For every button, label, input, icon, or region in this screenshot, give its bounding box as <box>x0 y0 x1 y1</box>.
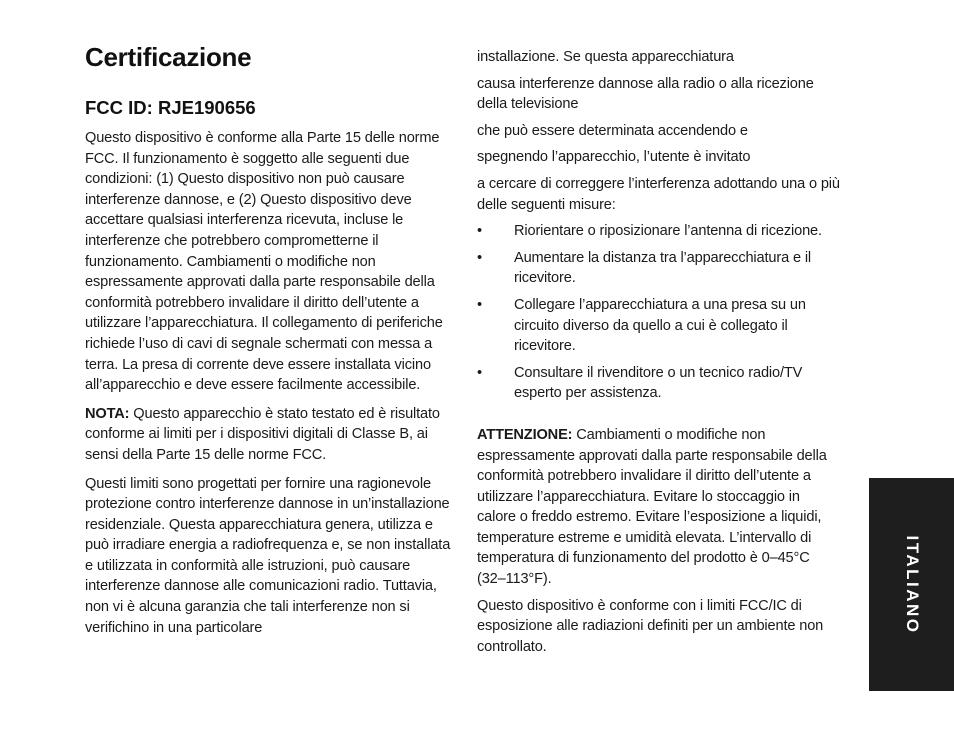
fcc-id-heading: FCC ID: RJE190656 <box>85 97 256 118</box>
limits-paragraph: Questi limiti sono progettati per fornire una ragionevole protezione contro interferenze dannose in un’installazione residenziale. Questa apparecchiatura genera, utilizza e può irradiare energia a radiofrequenza e, se non installata e utilizzata in conformità alle istruzioni, può causare interferenze dannose alle comunicazioni radio. Tuttavia, non vi è alcuna garanzia che tali interferenze non si verifichino in una particolare <box>85 475 451 636</box>
exposure-paragraph: Questo dispositivo è conforme con i limiti FCC/IC di esposizione alle radiazioni definiti per un ambiente non controllato. <box>477 597 824 655</box>
attenzione-label: ATTENZIONE: <box>477 426 573 443</box>
right-paragraph-1: installazione. Se questa apparecchiatura <box>477 49 734 65</box>
right-paragraph-4: spegnendo l’apparecchio, l’utente è invitato <box>477 149 751 166</box>
bullet-icon: • <box>477 223 482 240</box>
bullet-icon: • <box>477 249 482 266</box>
nota-text: Questo apparecchio è stato testato ed è risultato conforme ai limiti per i dispositivi digitali di Classe B, ai sensi della Parte 15 delle norme FCC. <box>85 405 440 463</box>
compliance-paragraph: Questo dispositivo è conforme alla Parte 15 delle norme FCC. Il funzionamento è soggetto alle seguenti due condizioni: (1) Questo dispositivo non può causare interferenze dannose, e (2) Questo dispositivo deve accettare qualsiasi interferenza ricevuta, incluse le interferenze che potrebbero comprometterne il funzionamento. Cambiamenti o modifiche non espressamente approvati dalla parte responsabile della conformità potrebbero invalidare il diritto dell’utente a utilizzare l’apparecchiatura. Il collegamento di periferiche richiede l’uso di cavi di segnale schermati con messa a terra. La presa di corrente deve essere installata vicino all’apparecchio e deve essere facilmente accessibile. <box>85 130 443 394</box>
right-paragraph-5: a cercare di correggere l’interferenza adottando una o più delle seguenti misure: <box>477 175 840 213</box>
right-paragraph-2: causa interferenze dannose alla radio o alla ricezione della televisione <box>477 75 814 113</box>
language-tab-label: ITALIANO <box>902 534 922 635</box>
nota-paragraph <box>85 404 455 466</box>
right-column <box>477 47 842 663</box>
page-title: Certificazione <box>85 42 252 72</box>
bullet-icon: • <box>477 364 482 381</box>
nota-label: NOTA: <box>85 405 130 422</box>
section-spacer <box>477 410 842 425</box>
left-column <box>85 42 455 646</box>
list-item-text: Riorientare o riposizionare l’antenna di ricezione. <box>514 223 822 240</box>
list-item-text: Collegare l’apparecchiatura a una presa su un circuito diverso da quello a cui è collegato il ricevitore. <box>514 296 806 355</box>
language-tab <box>869 478 954 691</box>
list-item-text: Aumentare la distanza tra l’apparecchiatura e il ricevitore. <box>514 249 812 287</box>
attenzione-text: Cambiamenti o modifiche non espressamente approvati dalla parte responsabile della conformità potrebbero invalidare il diritto dell’utente a utilizzare l’apparecchiatura. Evitare lo stoccaggio in calore o freddo estremo. Evitare l’esposizione a liquidi, temperature estreme e umidità elevata. L’intervallo di temperatura di funzionamento del prodotto è 0–45°C (32–113°F). <box>477 426 827 588</box>
list-item <box>477 248 842 289</box>
measures-list <box>477 221 842 404</box>
list-item <box>477 295 842 357</box>
list-item <box>477 363 842 404</box>
list-item <box>477 221 842 242</box>
right-paragraph-3: che può essere determinata accendendo e <box>477 122 748 139</box>
attenzione-paragraph <box>477 425 842 590</box>
bullet-icon: • <box>477 296 482 313</box>
list-item-text: Consultare il rivenditore o un tecnico radio/TV esperto per assistenza. <box>514 364 803 402</box>
